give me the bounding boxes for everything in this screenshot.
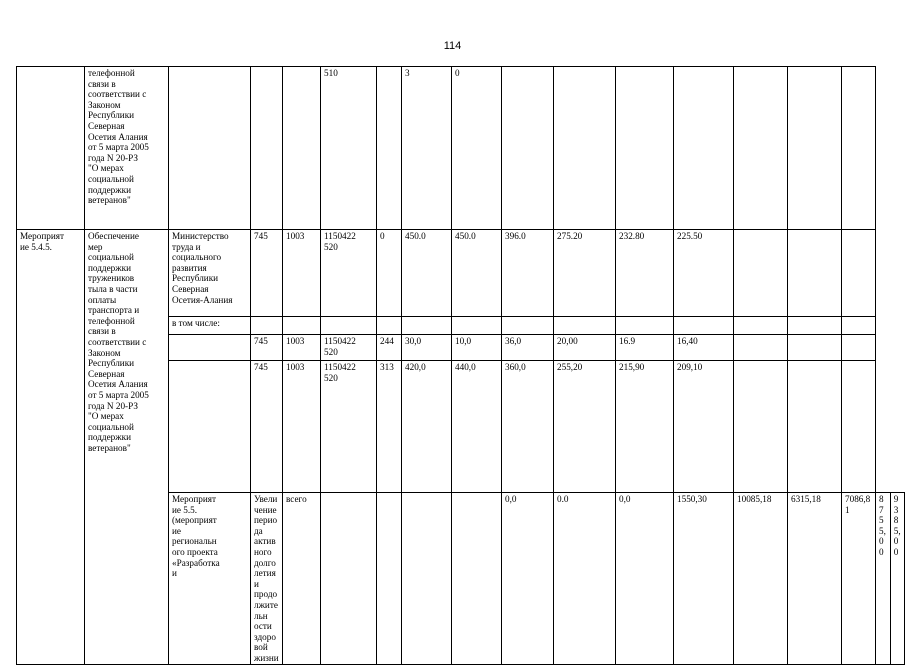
cell-value: 9385,0 0 (890, 493, 904, 665)
cell-value: 10,0 (452, 335, 502, 361)
cell-value: 510 (321, 67, 377, 230)
cell-value (321, 493, 377, 665)
cell-value: 745 (251, 361, 283, 493)
cell-value (842, 335, 876, 361)
cell-value (788, 361, 842, 493)
cell-value: 0,0 (502, 493, 554, 665)
cell-value: 215,90 (616, 361, 674, 493)
cell-value (402, 493, 452, 665)
cell-value (788, 335, 842, 361)
cell-value: 1003 (283, 230, 321, 317)
cell-value (842, 361, 876, 493)
cell-value: 255,20 (554, 361, 616, 493)
cell-value: 1150422 520 (321, 335, 377, 361)
cell-value: 225.50 (674, 230, 734, 317)
cell-value (734, 335, 788, 361)
cell-value: 1150422 520 (321, 230, 377, 317)
in-that-label: в том числе: (169, 317, 251, 335)
cell-value: 3 (402, 67, 452, 230)
cell-value: 440,0 (452, 361, 502, 493)
cell-value: 36,0 (502, 335, 554, 361)
cell-value: 6315,18 (788, 493, 842, 665)
cell-value: 232.80 (616, 230, 674, 317)
cell-value: 450.0 (402, 230, 452, 317)
measure-label: Мероприят ие 5.4.5. (17, 230, 85, 665)
cell-value: 313 (377, 361, 402, 493)
cell-value: 0.0 (554, 493, 616, 665)
cell-value (842, 230, 876, 317)
cell-value: 0,0 (616, 493, 674, 665)
cell-value: 10085,18 (734, 493, 788, 665)
executor-cell: Министерство труда и социального развития Республики Северная Осетия-Алания (169, 230, 251, 317)
cell-value: 7086,81 (842, 493, 876, 665)
page-number: 114 (443, 40, 462, 52)
cell-value: 20,00 (554, 335, 616, 361)
cell-value: 420,0 (402, 361, 452, 493)
cell-value: 1003 (283, 335, 321, 361)
cell-value: 209,10 (674, 361, 734, 493)
cell-value: 1550,30 (674, 493, 734, 665)
cell-value (734, 361, 788, 493)
cell-value: 16.9 (616, 335, 674, 361)
executor-cell: всего (283, 493, 321, 665)
measure-description: Обеспечение мер социальной поддержки тружеников тыла в части оплаты транспорта и телефонной связи в соответствии с Законом Республики Северная Осетия Алания от 5 марта 2005 года N 20-РЗ "О мерах социальной поддержки ветеранов" (85, 230, 169, 665)
cell-value: 1003 (283, 361, 321, 493)
cell-value: 8755,00 (876, 493, 891, 665)
measure-label: Мероприят ие 5.5. (мероприят ие региональн ого проекта «Разработка и (169, 493, 251, 665)
cell-value (788, 230, 842, 317)
budget-table (16, 66, 905, 665)
cell-value (377, 493, 402, 665)
cell-value: 360,0 (502, 361, 554, 493)
cell-value: 0 (452, 67, 502, 230)
measure-description: Увеличение периода активного долголетия и продолжительн ости здоровой жизни (251, 493, 283, 665)
cell-value: 396.0 (502, 230, 554, 317)
cell-value: 16,40 (674, 335, 734, 361)
cell-value: 0 (377, 230, 402, 317)
cell-value (452, 493, 502, 665)
cell-value: 244 (377, 335, 402, 361)
cell-value: 1150422 520 (321, 361, 377, 493)
cell-value: 450.0 (452, 230, 502, 317)
cell-value: 745 (251, 335, 283, 361)
cell-value: 275.20 (554, 230, 616, 317)
measure-description: телефонной связи в соответствии с Законом Республики Северная Осетия Алания от 5 марта 2005 года N 20-РЗ "О мерах социальной поддержки ветеранов" (85, 67, 169, 230)
cell-value (734, 230, 788, 317)
cell-value: 30,0 (402, 335, 452, 361)
table-row (17, 67, 905, 230)
table-row (17, 230, 905, 317)
cell-value: 745 (251, 230, 283, 317)
